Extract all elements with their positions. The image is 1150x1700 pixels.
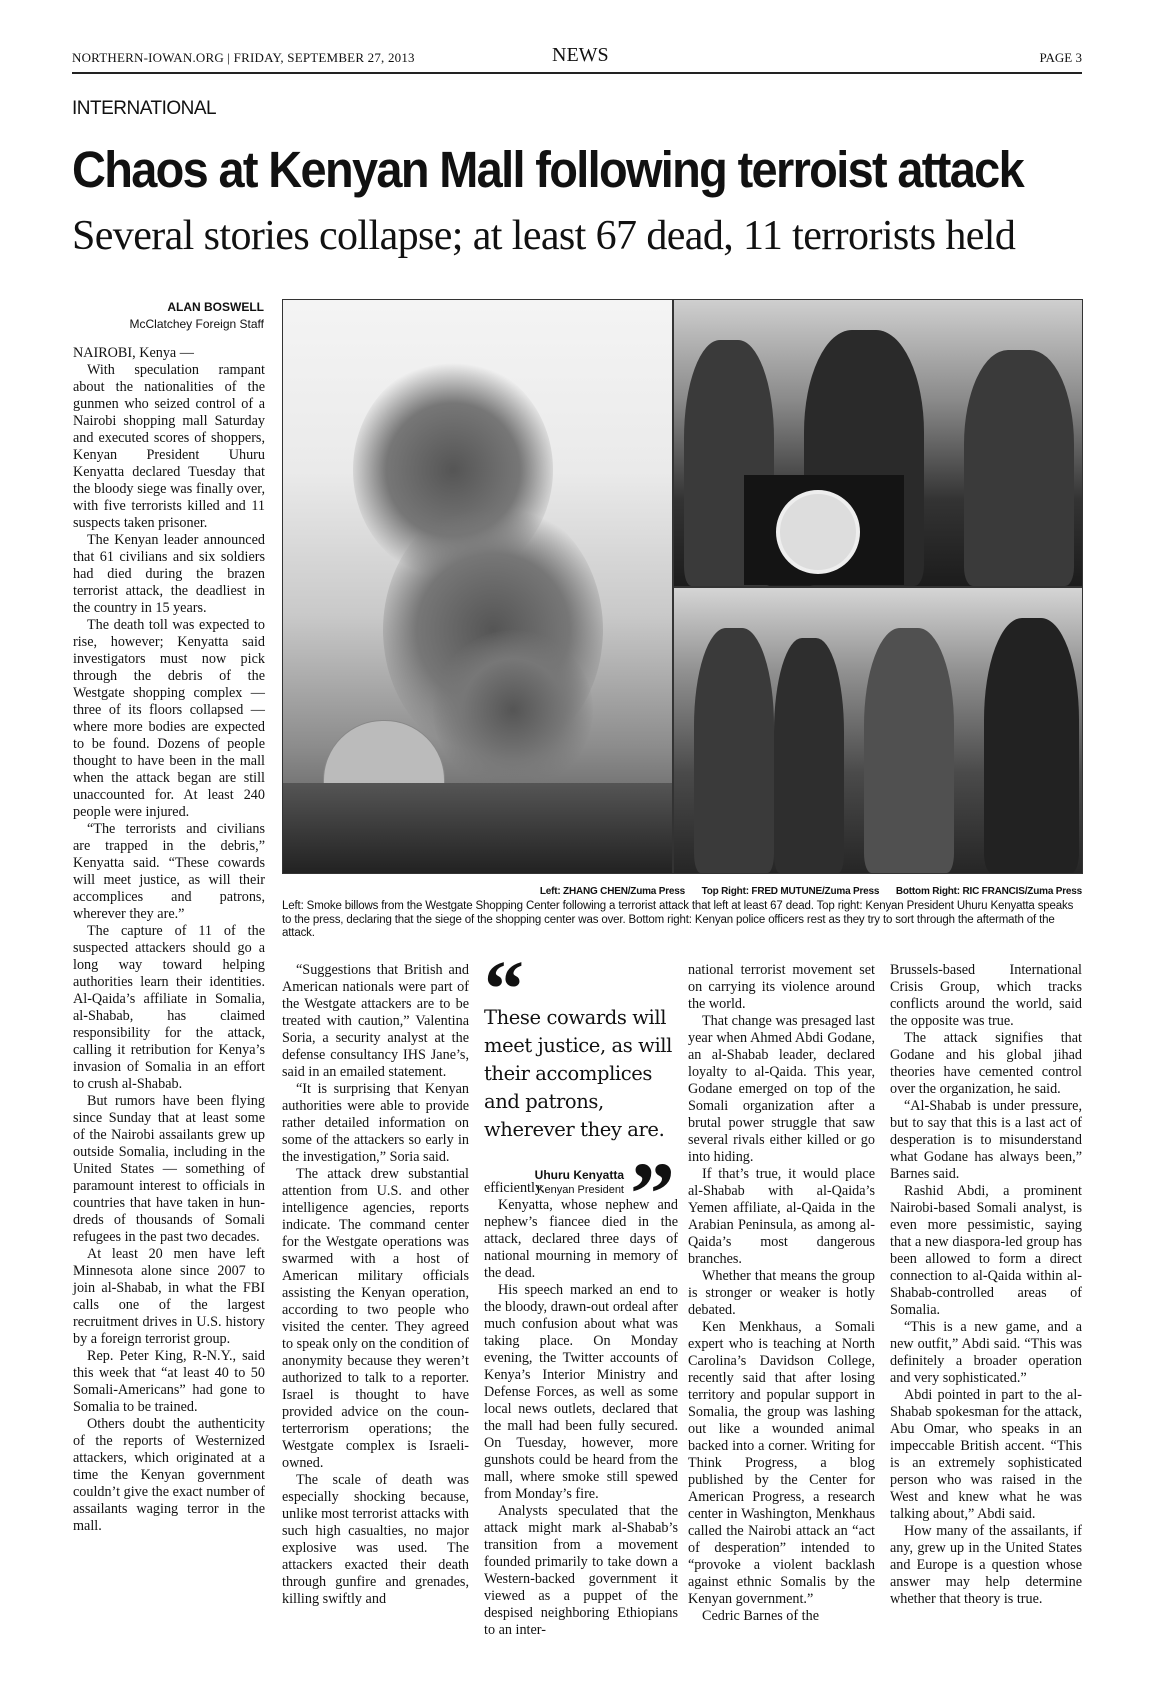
masthead-section: NEWS (552, 44, 609, 66)
coat-of-arms-seal-icon (776, 490, 860, 574)
masthead-page-number: PAGE 3 (1039, 50, 1082, 65)
paragraph: Brussels-based International Crisis Group, which tracks conflicts around the world, said the opposite was true. (890, 962, 1082, 1029)
paragraph: Others doubt the authenticity of the reports of Westernized attackers, which originated at a time the Kenyan government couldn’t give the exact number of assailants waging terror in the mall. (73, 1416, 265, 1534)
pull-quote-text: These cowards will meet justice, as will their accomplices and patrons, wherever they are. (484, 1006, 672, 1141)
photo-collage (282, 299, 1082, 874)
paragraph: The attack signifies that Godane and his global jihad theories have cemented control over the organization, he said. (890, 1030, 1082, 1097)
article-column-5 (890, 962, 1082, 1608)
paragraph: “It is surprising that Kenyan authorities were able to provide rather detailed information on some of the attackers so early in the investigation,” Soria said. (282, 1081, 469, 1165)
person-icon (964, 350, 1074, 586)
paragraph: “This is a new game, and a new outfit,” Abdi said. “This was definitely a broader operation and very sophisticated.” (890, 1319, 1082, 1386)
article-column-3 (484, 1197, 678, 1639)
paragraph: How many of the assailants, if any, grew up in the United States and Europe is a question whose answer may help determine whether that theory is true. (890, 1523, 1082, 1607)
photo-caption: Left: Smoke billows from the Westgate Shopping Center following a terrorist attack that left at least 67 dead. Top right: Kenyan President Uhuru Kenyatta speaks to the press, declaring that the siege of the shopping center was over. Bottom right: Kenyan police officers rest as they try to sort through the aftermath of the attack. (282, 900, 1074, 939)
officer-icon (864, 628, 954, 873)
paragraph: The Kenyan leader announced that 61 civilians and six soldiers had died during the brazen terrorist attack, the deadliest in the country in 15 years. (73, 532, 265, 616)
paragraph: “The terrorists and civilians are trapped in the debris,” Kenyatta said. “These cowards will meet justice, as will their accomplices and patrons, wherever they are.” (73, 821, 265, 922)
paragraph: Ken Menkhaus, a Somali expert who is teaching at North Carolina’s Davidson College, recently said that after losing territory and popular support in Somalia, the group was lashing out like a wounded animal backed into a corner. Writing for Think Progress, a blog published by the Center for American Progress, a research center in Washington, Menkhaus called the Nairobi attack an “act of desperation” intended to “provoke a violent backlash against ethnic Somalis by the Kenyan government.” (688, 1319, 875, 1607)
photo-credit-top-right: Top Right: FRED MUTUNE/Zuma Press (701, 886, 880, 897)
column-3-continuation: efficiently. (484, 1180, 545, 1196)
officer-icon (694, 628, 774, 873)
paragraph: national terrorist movement set on carrying its violence around the world. (688, 962, 875, 1012)
officer-icon (984, 618, 1079, 873)
photo-press-conference (673, 299, 1083, 587)
photo-credits (282, 886, 1082, 897)
headline: Chaos at Kenyan Mall following terroist attack (72, 141, 1024, 198)
paragraph: Analysts speculated that the attack might mark al-Shabab’s transition from a movement founded primarily to take down a Western-backed government it viewed as a puppet of the despised neighboring Ethiopians to an inter- (484, 1503, 678, 1638)
paragraph: At least 20 men have left Minnesota alone since 2007 to join al-Shabab, in what the FBI calls one of the largest recruitment drives in U.S. history by a foreign terrorist group. (73, 1246, 265, 1347)
pull-quote-speaker-title: Kenyan President (537, 1184, 624, 1196)
paragraph: But rumors have been flying since Sunday that at least some of the Nairobi assailants grew up outside Somalia, including in the United States — something of paramount interest to officials in countries that have taken in hundreds of thousands of Somali refugees in the past two decades. (73, 1093, 265, 1245)
tree-line-icon (283, 783, 672, 873)
paragraph: Cedric Barnes of the (702, 1608, 820, 1624)
pull-quote-speaker: Uhuru Kenyatta (534, 1168, 624, 1182)
article-column-2 (282, 962, 469, 1608)
paragraph: “Al-Shabab is under pressure, but to say that this is a last act of desperation is to misunderstand what Godane has always been,” Barnes said. (890, 1098, 1082, 1182)
paragraph: The death toll was expected to rise, however; Kenyatta said investigators must now pick through the debris of the Westgate shopping complex — three of its floors collapsed — where more bodies are expected to be found. Dozens of people thought to have been in the mall when the attack began are still unaccounted for. At least 240 people were injured. (73, 617, 265, 820)
paragraph: With speculation rampant about the nationalities of the gunmen who seized control of a Nairobi shopping mall Saturday and executed scores of shoppers, Kenyan President Uhuru Kenyatta declared Tuesday that the bloody siege was finally over, with five terrorists killed and 11 suspects taken prisoner. (73, 362, 265, 531)
byline-author: ALAN BOSWELL (167, 300, 264, 314)
byline (72, 300, 264, 331)
photo-police-officers (673, 587, 1083, 874)
photo-credit-bottom-right: Bottom Right: RIC FRANCIS/Zuma Press (895, 886, 1082, 897)
paragraph: Rep. Peter King, R-N.Y., said this week that “at least 40 to 50 Somali-Americans” had gone to Somalia to be trained. (73, 1348, 265, 1415)
officer-icon (774, 638, 844, 873)
paragraph: Abdi pointed in part to the al-Shabab spokesman for the attack, Abu Omar, who speaks in an impeccable British accent. “This is an extremely sophisticated person who was raised in the West and knew what he was talking about,” Abdi said. (890, 1387, 1082, 1522)
article-column-4 (688, 962, 875, 1625)
article-column-1 (73, 345, 265, 1535)
open-quote-icon: “ (484, 946, 516, 1034)
paragraph: Kenyatta, whose nephew and nephew’s fiancee died in the attack, declared three days of national mourning in memory of the dead. (484, 1197, 678, 1281)
dateline: NAIROBI, Kenya — (73, 345, 194, 361)
paragraph: Whether that means the group is stronger or weaker is hotly debated. (688, 1268, 875, 1318)
masthead (72, 46, 1082, 74)
smoke-cloud-icon (433, 630, 593, 790)
paragraph: If that’s true, it would place al-Shabab with al-Qaida’s Yemen affiliate, al-Qaida in the Arabian Peninsula, as among al-Qaida’s most dangerous branches. (688, 1166, 875, 1267)
paragraph: Rashid Abdi, a prominent Nairobi-based Somali analyst, is even more pessimistic, saying that a new diaspora-led group has been allowed to form a direct connection to al-Qaida within al-Shabab-controlled areas of Somalia. (890, 1183, 1082, 1318)
masthead-site-date: NORTHERN-IOWAN.ORG | FRIDAY, SEPTEMBER 27, 2013 (72, 50, 415, 65)
subhead: Several stories collapse; at least 67 dead, 11 terrorists held (72, 213, 1016, 259)
paragraph: The scale of death was especially shocking because, unlike most terrorist attacks with such high casualties, no major explosive was used. The attackers exacted their death through gunfire and grenades, killing swiftly and (282, 1472, 469, 1607)
paragraph: The attack drew substantial attention from U.S. and other intelligence agencies, reports indicate. The command center for the Westgate operations was swarmed with a host of American military officials assisting the Kenyan operation, according to two people who visited the center. They agreed to speak only on the condition of anonymity because they weren’t authorized to talk to a reporter. Israel is thought to have provided advice on the counterterrorism operations; the Westgate complex is Israeli-owned. (282, 1166, 469, 1471)
paragraph: The capture of 11 of the suspected attackers should go a long way toward helping authorities learn their identities. Al-Qaida’s affiliate in Somalia, al-Shabab, has claimed responsibility for the attack, calling it retribution for Kenya’s invasion of Somalia in an effort to crush al-Shabab. (73, 923, 265, 1092)
close-quote-icon: ” (630, 1145, 667, 1244)
paragraph: That change was presaged last year when Ahmed Abdi Godane, an al-Shabab leader, declared loyalty to al-Qaida. This year, Godane emerged on top of the Somali organization after a brutal power struggle that saw several rivals either killed or go into hiding. (688, 1013, 875, 1165)
photo-smoke-westgate (282, 299, 673, 874)
section-label: INTERNATIONAL (72, 98, 217, 119)
byline-organization: McClatchey Foreign Staff (129, 317, 264, 331)
paragraph: “Suggestions that British and American nationals were part of the Westgate attackers are to be treated with caution,” Valentina Soria, a security analyst at the defense consultancy IHS Jane’s, said in an emailed statement. (282, 962, 469, 1080)
photo-credit-left: Left: ZHANG CHEN/Zuma Press (539, 886, 685, 897)
paragraph: His speech marked an end to the bloody, drawn-out ordeal after much confusion about what was taking place. On Monday evening, the Twitter accounts of Kenya’s Interior Ministry and Defense Forces, as well as some local news outlets, declared that the mall had been fully secured. On Tuesday, however, more gunshots could be heard from the mall, where smoke still spewed from Monday’s fire. (484, 1282, 678, 1502)
